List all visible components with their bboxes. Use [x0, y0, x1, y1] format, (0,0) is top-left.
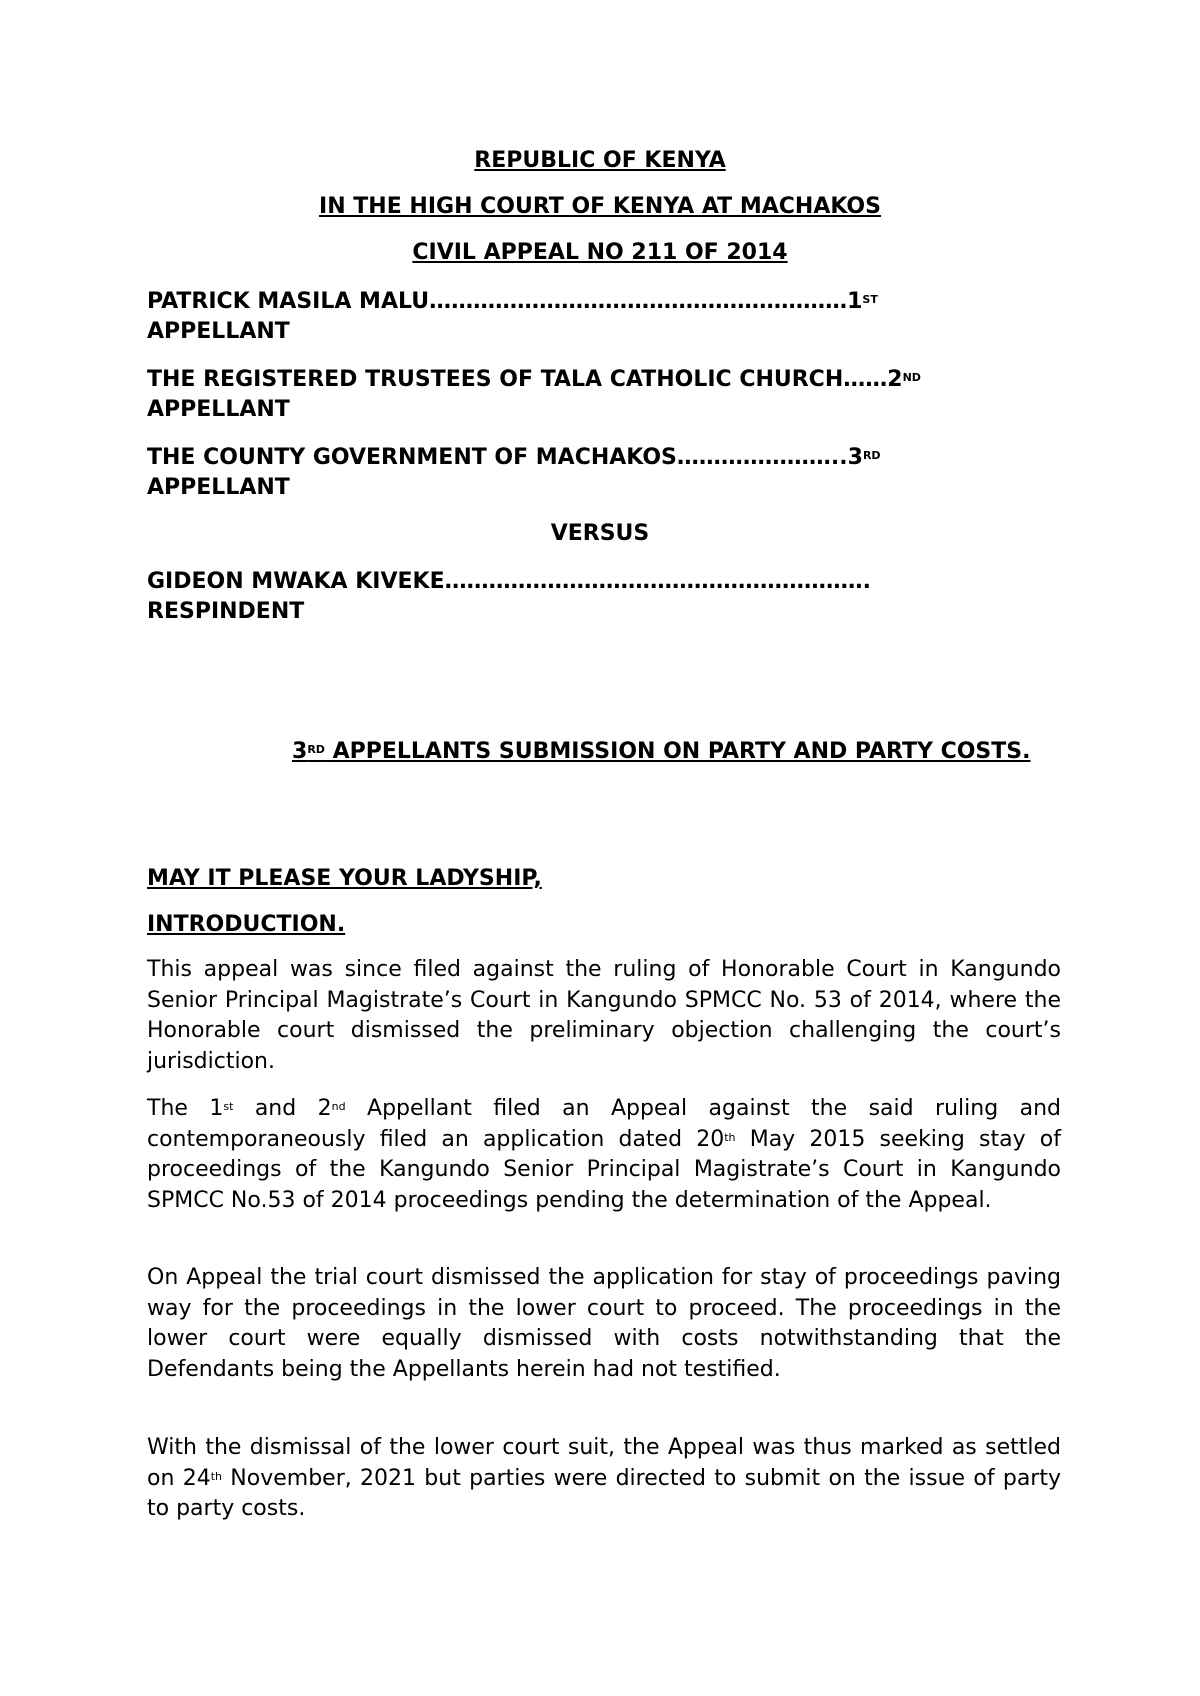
ordinal-suffix: th — [210, 1469, 222, 1483]
text-run: May 2015 seeking stay of proceedings of the Kangundo Senior Principal Magistrate’s Court in Kangundo SPMCC No.53 of 2014 proceedings pending the determination of the Appeal. — [147, 1126, 1061, 1213]
paragraph-appeal-filed: This appeal was since filed against the ruling of Honorable Court in Kangundo Senior Principal Magistrate’s Court in Kangundo SPMCC No. 53 of 2014, where the Honorable court dismissed the preliminary objection challenging the court’s jurisdiction. — [147, 957, 1061, 1074]
party-name: GIDEON MWAKA KIVEKE…………………………………………………. — [147, 569, 871, 594]
text-run: and 2 — [233, 1096, 332, 1121]
introduction-heading: INTRODUCTION. — [147, 912, 346, 937]
ordinal-suffix: RD — [307, 743, 325, 756]
text-run: With the dismissal of the lower court suit, the Appeal was thus marked as settled on 24 — [147, 1435, 1061, 1491]
submission-title — [219, 737, 1039, 767]
party-second-appellant — [147, 365, 1077, 425]
text-run: The 1 — [147, 1096, 224, 1121]
party-name: PATRICK MASILA MALU…………………………………………………1 — [147, 289, 863, 314]
title-number: 3 — [292, 739, 308, 764]
party-role: APPELLANT — [147, 475, 290, 500]
party-name: THE REGISTERED TRUSTEES OF TALA CATHOLIC CHURCH……2 — [147, 367, 903, 392]
party-role: RESPINDENT — [147, 599, 305, 624]
ordinal-suffix: ST — [862, 293, 878, 306]
paragraph-dismissal — [147, 1433, 1061, 1525]
paragraph-stay-application — [147, 1094, 1061, 1216]
ordinal-suffix: st — [223, 1100, 234, 1113]
court-header-republic: REPUBLIC OF KENYA — [474, 148, 726, 173]
party-name: THE COUNTY GOVERNMENT OF MACHAKOS…………………..3 — [147, 445, 863, 470]
ordinal-suffix: nd — [331, 1100, 346, 1113]
party-respondent — [147, 567, 1077, 627]
text-run: Appellant filed an Appeal against the said ruling and contemporaneously filed an application dated 20 — [147, 1096, 1061, 1152]
court-header-high-court: IN THE HIGH COURT OF KENYA AT MACHAKOS — [319, 194, 881, 219]
versus-label: VERSUS — [550, 521, 650, 546]
ordinal-suffix: th — [724, 1130, 736, 1144]
party-third-appellant — [147, 443, 1077, 503]
ordinal-suffix: RD — [862, 449, 881, 462]
court-header-case-number: CIVIL APPEAL NO 211 OF 2014 — [412, 240, 788, 265]
title-text: APPELLANTS SUBMISSION ON PARTY AND PARTY COSTS. — [324, 739, 1031, 764]
party-role: APPELLANT — [147, 397, 290, 422]
text-run: November, 2021 but parties were directed to submit on the issue of party to party costs. — [147, 1465, 1061, 1521]
salutation: MAY IT PLEASE YOUR LADYSHIP, — [147, 866, 542, 891]
paragraph-trial-court: On Appeal the trial court dismissed the application for stay of proceedings paving way for the proceedings in the lower court to proceed. The proceedings in the lower court were equally dismissed with costs notwithstanding that the Defendants being the Appellants herein had not testified. — [147, 1265, 1061, 1382]
party-first-appellant — [147, 287, 1077, 347]
ordinal-suffix: ND — [902, 371, 921, 384]
party-role: APPELLANT — [147, 319, 290, 344]
